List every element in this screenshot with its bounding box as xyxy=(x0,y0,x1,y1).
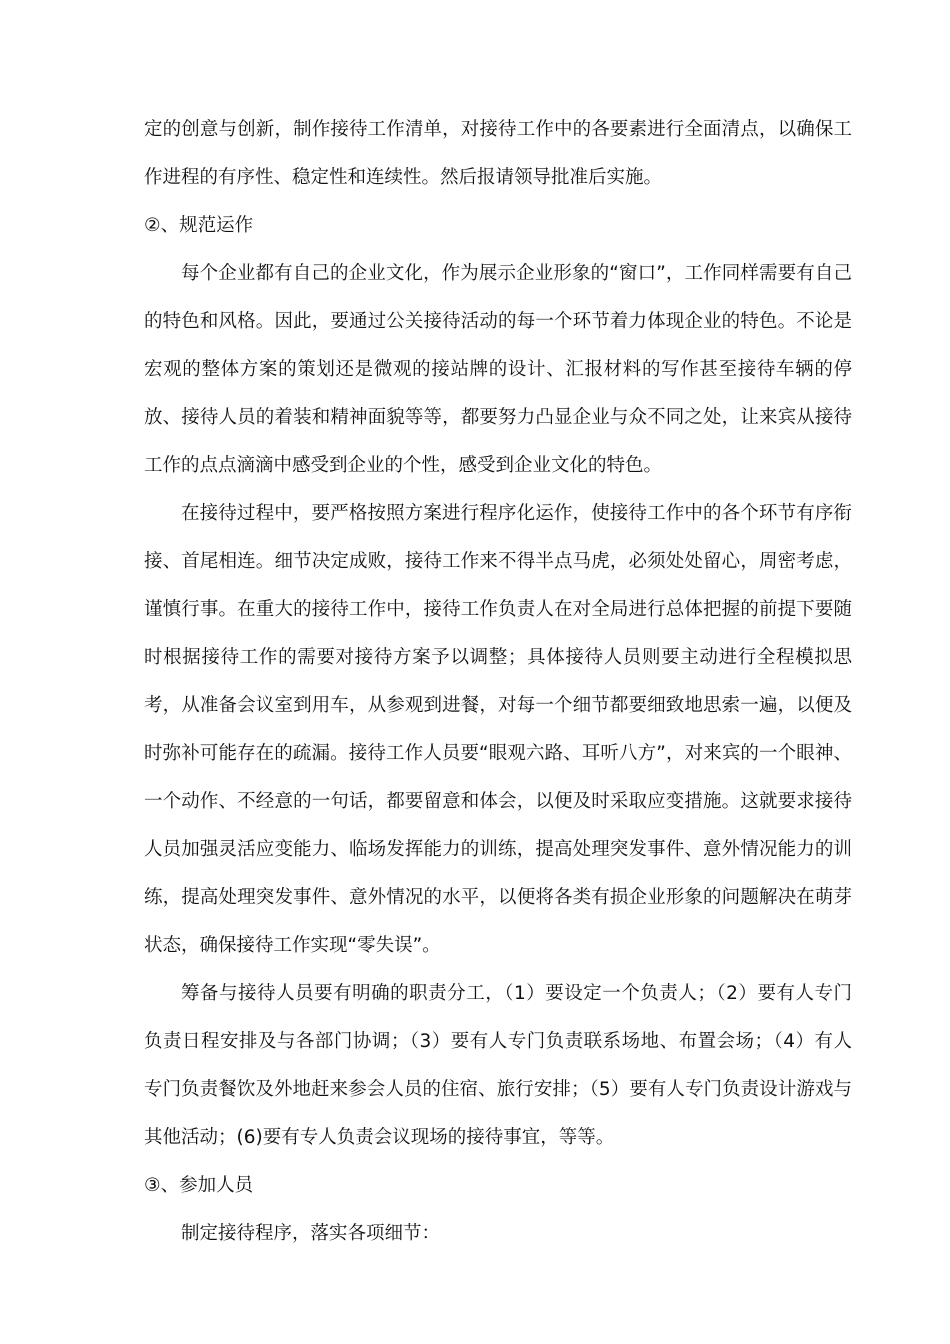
paragraph-reception-process: 在接待过程中，要严格按照方案进行程序化运作，使接待工作中的各个环节有序衔接、首尾相连。细节决定成败，接待工作来不得半点马虎，必须处处留心，周密考虑，谨慎行事。在重大的接待工作中，接待工作负责人在对全局进行总体把握的前提下要随时根据接待工作的需要对接待方案予以调整；具体接待人员则要主动进行全程模拟思考，从准备会议室到用车，从参观到进餐，对每一个细节都要细致地思索一遍，以便及时弥补可能存在的疏漏。接待工作人员要“眼观六路、耳听八方”，对来宾的一个眼神、一个动作、不经意的一句话，都要留意和体会，以便及时采取应变措施。这就要求接待人员加强灵活应变能力、临场发挥能力的训练，提高处理突发事件、意外情况能力的训练，提高处理突发事件、意外情况的水平，以便将各类有损企业形象的问题解决在萌芽状态，确保接待工作实现“零失误”。 xyxy=(144,503,852,956)
paragraph-corporate-culture: 每个企业都有自己的企业文化，作为展示企业形象的“窗口”，工作同样需要有自己的特色和风格。因此，要通过公关接待活动的每一个环节着力体现企业的特色。不论是宏观的整体方案的策划还是微观的接站牌的设计、汇报材料的写作甚至接待车辆的停放、接待人员的着装和精神面貌等等，都要努力凸显企业与众不同之处，让来宾从接待工作的点点滴滴中感受到企业的个性，感受到企业文化的特色。 xyxy=(144,263,852,476)
paragraph-continuation: 定的创意与创新，制作接待工作清单，对接待工作中的各要素进行全面清点，以确保工作进程的有序性、稳定性和连续性。然后报请领导批准后实施。 xyxy=(144,119,852,188)
paragraph-staff-duties: 筹备与接待人员要有明确的职责分工，（1）要设定一个负责人；（2）要有人专门负责日程安排及与各部门协调；（3）要有人专门负责联系场地、布置会场；（4）有人专门负责餐饮及外地赶来参会人员的住宿、旅行安排；（5）要有人专门负责设计游戏与其他活动；(6)要有专人负责会议现场的接待事宜，等等。 xyxy=(144,983,852,1148)
paragraph-reception-procedure: 制定接待程序，落实各项细节： xyxy=(181,1223,441,1244)
document-body xyxy=(144,106,852,1258)
section-heading-participants: ③、参加人员 xyxy=(144,1175,254,1196)
section-heading-standard-operation: ②、规范运作 xyxy=(144,215,254,236)
